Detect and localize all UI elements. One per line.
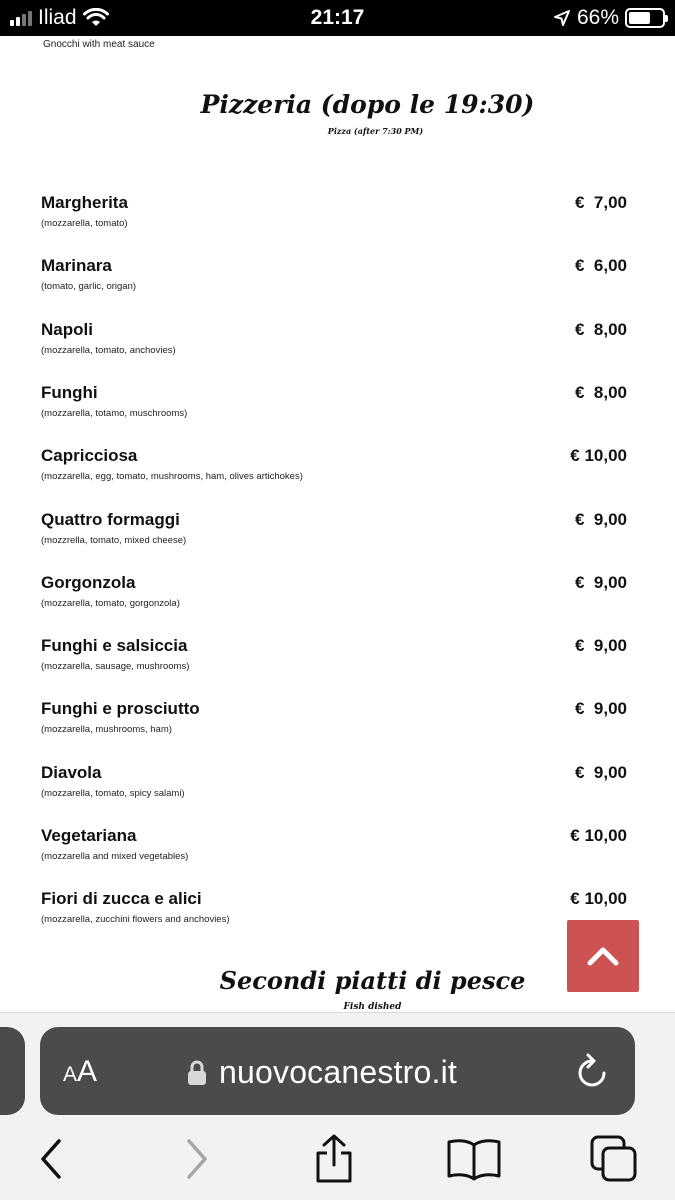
menu-item-price: € 10,00	[570, 826, 627, 845]
menu-item-description: (mozzarella, tomato, spicy salami)	[41, 787, 185, 799]
section-title-fish: Secondi piatti di pesce	[219, 966, 526, 995]
status-bar	[0, 0, 675, 36]
back-icon	[37, 1137, 67, 1181]
back-button[interactable]	[22, 1129, 82, 1189]
menu-item-price: € 7,00	[575, 193, 627, 212]
safari-bottom-chrome	[0, 1012, 675, 1200]
menu-item-name: Gorgonzola	[41, 572, 136, 592]
menu-item-name: Diavola	[41, 762, 102, 782]
menu-item-name: Funghi	[41, 382, 98, 402]
browser-toolbar	[0, 1123, 675, 1200]
menu-item-name: Vegetariana	[41, 826, 137, 845]
menu-item-description: (mozzarella, tomato, anchovies)	[41, 344, 176, 356]
menu-item-name: Napoli	[41, 319, 93, 339]
scroll-to-top-button[interactable]	[567, 920, 639, 992]
reader-settings-button[interactable]: AA	[63, 1055, 98, 1088]
battery-fill	[629, 12, 650, 24]
section-subtitle-pizzeria: Pizza (after 7:30 PM)	[327, 126, 424, 136]
menu-item-description: (mozzarella, totamo, muschrooms)	[41, 407, 188, 419]
menu-item-price: € 9,00	[575, 572, 627, 592]
section-subtitle-fish: Fish dished	[343, 1002, 402, 1012]
carrier-label: Iliad	[38, 6, 77, 29]
forward-icon	[181, 1137, 211, 1181]
share-icon	[312, 1133, 356, 1185]
tabs-button[interactable]	[584, 1129, 644, 1189]
menu-item-price: € 9,00	[575, 762, 627, 782]
menu-item-description: (mozzarella, tomato, gorgonzola)	[41, 597, 180, 609]
menu-item-price: € 10,00	[570, 446, 627, 466]
previous-tab-preview[interactable]	[0, 1027, 25, 1115]
bookmarks-icon	[445, 1137, 503, 1181]
menu-item-description: (mozzarella, tomato)	[41, 218, 128, 229]
menu-item-price: € 9,00	[575, 636, 627, 656]
menu-item	[41, 826, 641, 876]
menu-item	[41, 763, 641, 813]
menu-item	[41, 510, 641, 560]
menu-item-description: (mozzarella, mushrooms, ham)	[41, 724, 172, 736]
menu-item-price: € 9,00	[575, 509, 627, 529]
bookmarks-button[interactable]	[444, 1129, 504, 1189]
menu-item-description: (mozzarella, zucchini flowers and anchovies)	[41, 914, 230, 926]
menu-item-price: € 8,00	[575, 319, 627, 339]
location-arrow-icon	[553, 9, 571, 27]
menu-item-name: Margherita	[41, 193, 128, 212]
menu-item-name: Marinara	[41, 256, 112, 276]
reload-icon	[573, 1051, 611, 1091]
menu-item	[41, 320, 641, 370]
menu-item	[41, 636, 641, 686]
url-text[interactable]: nuovocanestro.it	[219, 1054, 458, 1090]
menu-item-description: (mozzarella, sausage, mushrooms)	[41, 661, 190, 673]
menu-item	[41, 889, 641, 939]
lock-icon	[187, 1060, 207, 1086]
menu-item	[41, 699, 641, 749]
tabs-icon	[588, 1133, 640, 1185]
web-page[interactable]	[0, 36, 675, 1012]
url-container[interactable]	[187, 1054, 457, 1091]
menu-item-description: (mozzrella, tomato, mixed cheese)	[41, 534, 187, 546]
menu-item-name: Capricciosa	[41, 446, 138, 466]
menu-item-description: (mozzarella, egg, tomato, mushrooms, ham, olives artichokes)	[41, 471, 303, 483]
clock: 21:17	[310, 6, 365, 29]
forward-button[interactable]	[166, 1129, 226, 1189]
status-right	[553, 6, 665, 30]
menu-item	[41, 573, 641, 623]
chevron-up-icon	[586, 945, 620, 967]
previous-item-desc: Gnocchi with meat sauce	[43, 39, 155, 50]
share-button[interactable]	[304, 1129, 364, 1189]
menu-item-name: Funghi e salsiccia	[41, 636, 188, 656]
menu-item	[41, 446, 641, 496]
menu-item-description: (tomato, garlic, origan)	[41, 281, 137, 293]
menu-item-description: (mozzarella and mixed vegetables)	[41, 851, 189, 862]
menu-item-price: € 8,00	[575, 382, 627, 402]
menu-item	[41, 256, 641, 306]
reload-button[interactable]	[573, 1051, 611, 1096]
menu-item-price: € 9,00	[575, 699, 627, 719]
menu-item	[41, 193, 641, 243]
menu-item-name: Fiori di zucca e alici	[41, 889, 202, 909]
menu-item	[41, 383, 641, 433]
battery-percent: 66%	[576, 6, 619, 29]
menu-item-name: Quattro formaggi	[41, 509, 180, 529]
section-title-pizzeria: Pizzeria (dopo le 19:30)	[200, 90, 535, 119]
menu-item-price: € 10,00	[570, 889, 627, 909]
address-bar[interactable]	[40, 1027, 635, 1115]
battery-icon	[625, 8, 665, 28]
menu-item-name: Funghi e prosciutto	[41, 699, 200, 719]
menu-item-price: € 6,00	[575, 256, 627, 276]
